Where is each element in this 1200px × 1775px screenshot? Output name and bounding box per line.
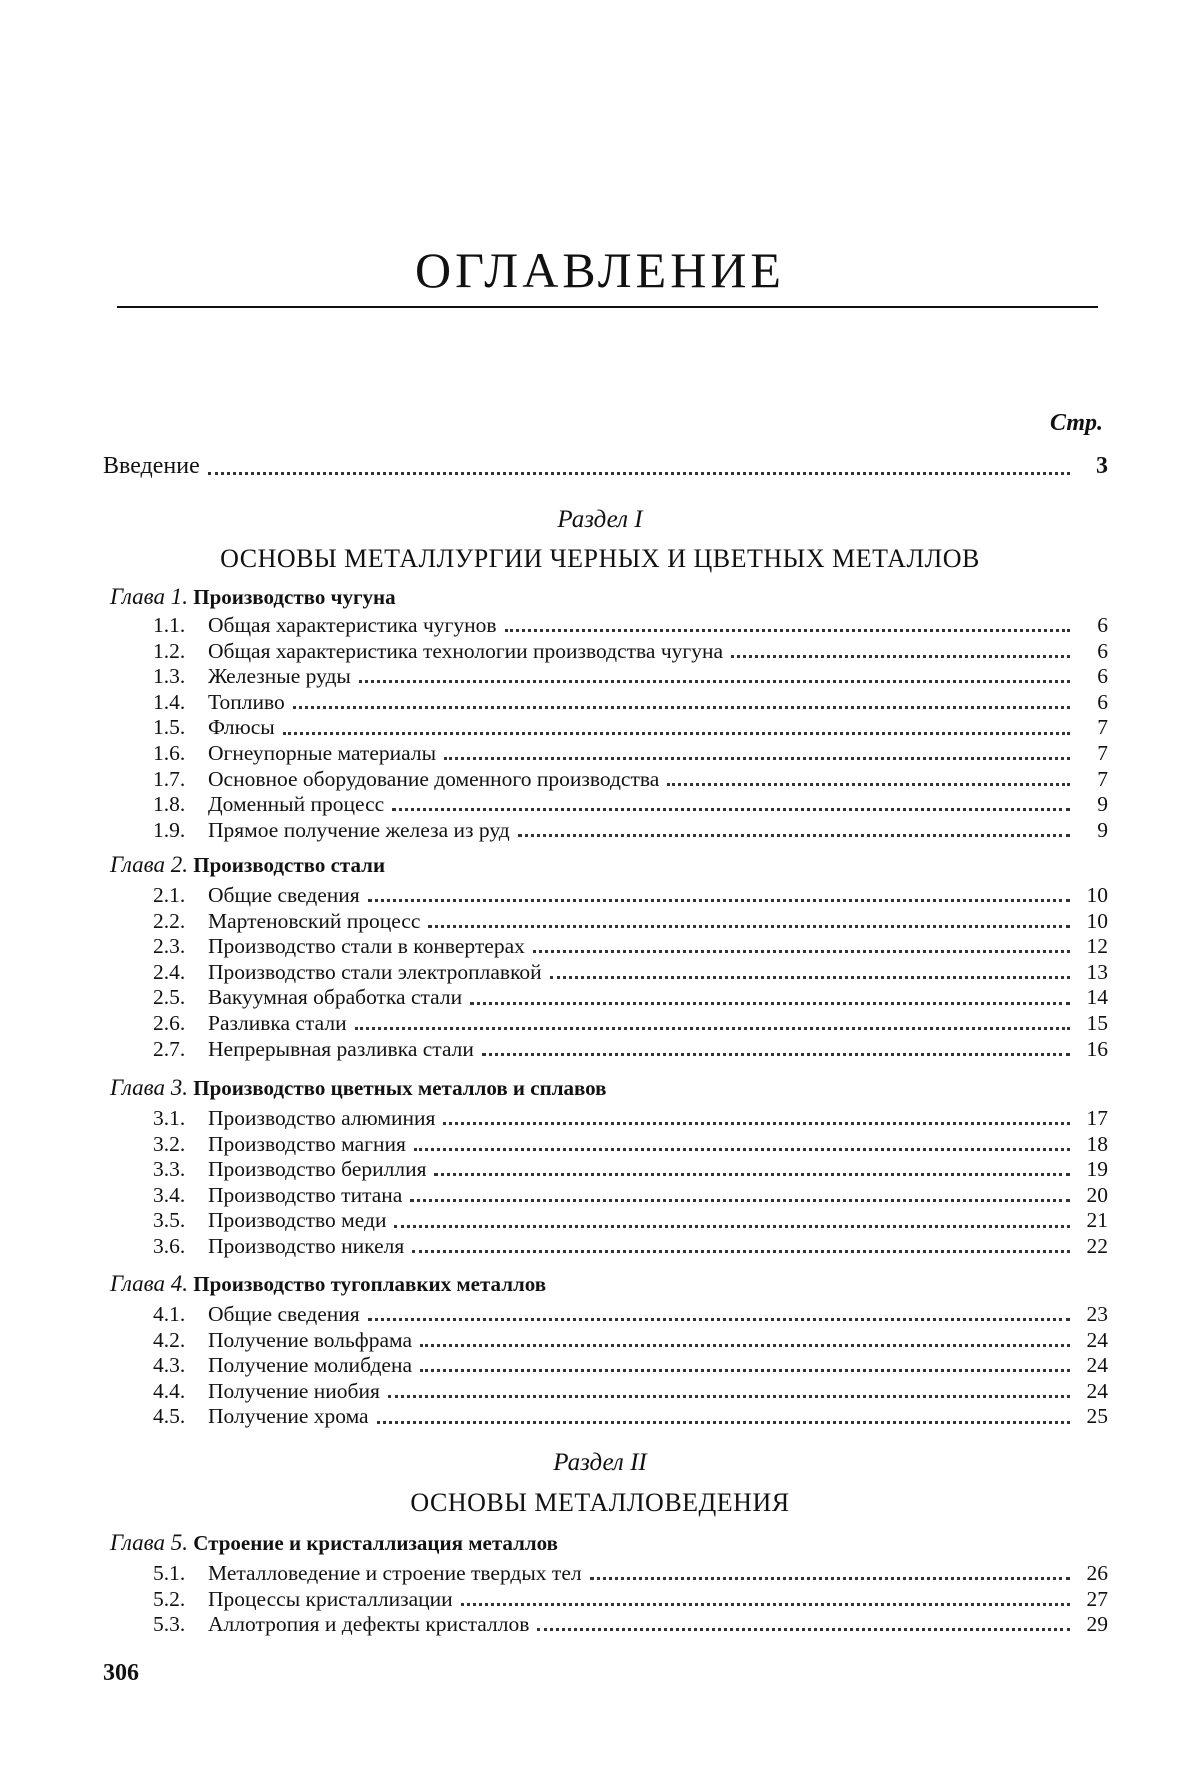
toc-entry-title: Разливка стали (208, 1010, 347, 1035)
chapter-title: Производство чугуна (193, 585, 396, 609)
title-rule (117, 306, 1098, 308)
toc-entry-title: Аллотропия и дефекты кристаллов (208, 1612, 530, 1637)
dot-leader (550, 976, 1070, 979)
toc-entry-number: 4.2. (153, 1327, 186, 1352)
dot-leader (420, 1344, 1070, 1347)
toc-entry-number: 2.4. (153, 959, 186, 984)
chapter-items (153, 1302, 1108, 1430)
toc-entry-number: 3.6. (153, 1233, 186, 1258)
toc-entry-title: Общие сведения (208, 883, 360, 907)
chapter-title: Производство стали (193, 853, 386, 877)
part-title: ОСНОВЫ МЕТАЛЛОВЕДЕНИЯ (410, 1488, 790, 1517)
toc-entry[interactable] (153, 1561, 1108, 1587)
toc-entry-title: Производство магния (208, 1131, 406, 1156)
toc-entry-page: 6 (1097, 664, 1108, 689)
toc-entry-page: 9 (1097, 817, 1108, 842)
toc-entry-page: 20 (1086, 1182, 1108, 1207)
part-label: Раздел II (553, 1449, 647, 1476)
dot-leader (667, 783, 1070, 786)
toc-entry[interactable] (153, 792, 1108, 818)
chapter-items (153, 613, 1108, 843)
dot-leader (428, 925, 1070, 928)
toc-entry-page: 10 (1086, 883, 1108, 907)
toc-entry-title: Получение хрома (208, 1404, 369, 1429)
part-label: Раздел I (557, 506, 643, 533)
chapter-heading (110, 1075, 607, 1101)
toc-entry-page: 9 (1097, 792, 1108, 817)
toc-entry-number: 3.1. (153, 1106, 186, 1130)
toc-entry-page: 3 (1096, 453, 1108, 479)
toc-entry-page: 24 (1086, 1327, 1108, 1352)
toc-entry-page: 18 (1086, 1131, 1108, 1156)
toc-entry-page: 21 (1086, 1208, 1108, 1233)
toc-entry-number: 3.2. (153, 1131, 186, 1156)
dot-leader (412, 1250, 1070, 1253)
toc-entry[interactable] (153, 1379, 1108, 1405)
toc-entry[interactable] (153, 767, 1108, 793)
toc-entry-number: 4.3. (153, 1353, 186, 1378)
dot-leader (444, 757, 1070, 760)
toc-entry[interactable] (153, 1157, 1108, 1183)
chapter-title: Производство цветных металлов и сплавов (193, 1076, 607, 1100)
toc-entry-page: 25 (1086, 1404, 1108, 1429)
toc-entry-number: 3.5. (153, 1208, 186, 1233)
toc-entry-title: Непрерывная разливка стали (208, 1036, 474, 1061)
dot-leader (388, 1395, 1070, 1398)
toc-entry-title: Огнеупорные материалы (208, 740, 437, 765)
toc-entry-page: 10 (1086, 908, 1108, 933)
toc-entry-title: Производство меди (208, 1208, 387, 1233)
toc-entry[interactable] (153, 1587, 1108, 1613)
toc-entry-page: 24 (1086, 1378, 1108, 1403)
toc-entry[interactable] (153, 613, 1108, 639)
toc-entry[interactable] (153, 909, 1108, 935)
toc-entry[interactable] (153, 985, 1108, 1011)
toc-entry-number: 1.2. (153, 638, 186, 663)
toc-entry[interactable] (153, 664, 1108, 690)
toc-entry-title: Металловедение и строение твердых тел (208, 1561, 582, 1585)
toc-entry-number: 2.7. (153, 1036, 186, 1061)
toc-entry-number: 1.9. (153, 817, 186, 842)
chapter-items (153, 883, 1108, 1062)
toc-entry[interactable] (153, 1234, 1108, 1260)
toc-entry-title: Общие сведения (208, 1302, 360, 1326)
toc-entry[interactable] (153, 1328, 1108, 1354)
toc-entry[interactable] (153, 741, 1108, 767)
dot-leader (461, 1603, 1070, 1606)
dot-leader (355, 1027, 1070, 1030)
toc-entry-title: Мартеновский процесс (208, 908, 421, 933)
dot-leader (414, 1148, 1070, 1151)
toc-entry[interactable] (153, 1106, 1108, 1132)
toc-entry-number: 4.5. (153, 1404, 186, 1429)
chapter-title: Производство тугоплавких металлов (193, 1272, 547, 1296)
toc-entry-number: 1.6. (153, 740, 186, 765)
toc-entry-number: 2.6. (153, 1010, 186, 1035)
chapter-heading (110, 1530, 558, 1556)
toc-entry-number: 3.4. (153, 1182, 186, 1207)
dot-leader (410, 1199, 1070, 1202)
dot-leader (293, 706, 1070, 709)
toc-entry-title: Производство бериллия (208, 1157, 427, 1182)
dot-leader (470, 1002, 1070, 1005)
toc-entry[interactable] (153, 960, 1108, 986)
toc-entry-page: 26 (1086, 1561, 1108, 1585)
toc-entry-title: Общая характеристика технологии производства чугуна (208, 638, 724, 663)
toc-entry-page: 7 (1097, 740, 1108, 765)
toc-entry-title: Введение (103, 453, 200, 479)
toc-entry-title: Получение ниобия (208, 1378, 380, 1403)
toc-entry-number: 1.5. (153, 715, 186, 740)
toc-entry-title: Производство алюминия (208, 1106, 436, 1130)
page-column-header: Стр. (1049, 410, 1103, 436)
toc-entry-page: 7 (1097, 715, 1108, 740)
toc-entry-title: Железные руды (208, 664, 351, 689)
toc-entry-number: 5.3. (153, 1612, 186, 1637)
chapter-label: Глава 1. (110, 584, 188, 609)
dot-leader (443, 1122, 1070, 1125)
chapter-label: Глава 4. (110, 1271, 188, 1296)
toc-entry-title: Получение молибдена (208, 1353, 412, 1378)
toc-entry-title: Основное оборудование доменного производства (208, 766, 660, 791)
chapter-title: Строение и кристаллизация металлов (193, 1531, 558, 1555)
toc-entry-title: Производство никеля (208, 1233, 405, 1258)
toc-entry-number: 3.3. (153, 1157, 186, 1182)
dot-leader (537, 1628, 1070, 1631)
dot-leader (731, 655, 1070, 658)
dot-leader (590, 1577, 1070, 1580)
toc-entry-title: Доменный процесс (208, 792, 385, 817)
dot-leader (420, 1369, 1070, 1372)
toc-entry-title: Производство стали электроплавкой (208, 959, 542, 984)
toc-entry-number: 1.1. (153, 613, 186, 637)
toc-entry-page: 6 (1097, 689, 1108, 714)
toc-entry[interactable] (153, 818, 1108, 844)
dot-leader (392, 808, 1070, 811)
toc-entry-title: Производство стали в конвертерах (208, 934, 525, 959)
dot-leader (368, 1318, 1070, 1321)
toc-entry-title: Общая характеристика чугунов (208, 613, 497, 637)
toc-entry-title: Получение вольфрама (208, 1327, 412, 1352)
chapter-label: Глава 5. (110, 1530, 188, 1555)
toc-entry-page: 19 (1086, 1157, 1108, 1182)
toc-entry-title: Топливо (208, 689, 285, 714)
chapter-label: Глава 3. (110, 1075, 188, 1100)
page-title: ОГЛАВЛЕНИЕ (415, 242, 785, 298)
toc-entry-page: 15 (1086, 1010, 1108, 1035)
chapter-heading (110, 584, 396, 610)
toc-entry[interactable] (153, 690, 1108, 716)
dot-leader (368, 899, 1070, 902)
dot-leader (505, 629, 1070, 632)
toc-entry-page: 24 (1086, 1353, 1108, 1378)
toc-entry-number: 1.3. (153, 664, 186, 689)
toc-entry-number: 2.2. (153, 908, 186, 933)
dot-leader (394, 1225, 1070, 1228)
toc-entry-page: 29 (1086, 1612, 1108, 1637)
toc-entry-page: 27 (1086, 1586, 1108, 1611)
toc-entry-page: 16 (1086, 1036, 1108, 1061)
page-number: 306 (103, 1660, 139, 1686)
toc-entry[interactable] (153, 1612, 1108, 1638)
toc-entry-number: 2.3. (153, 934, 186, 959)
toc-entry-title: Производство титана (208, 1182, 403, 1207)
toc-entry[interactable] (153, 1183, 1108, 1209)
dot-leader (482, 1053, 1070, 1056)
toc-entry[interactable] (153, 715, 1108, 741)
toc-entry-page: 14 (1086, 985, 1108, 1010)
toc-entry-page: 6 (1097, 613, 1108, 637)
dot-leader (359, 680, 1070, 683)
chapter-heading (110, 1271, 546, 1297)
toc-entry-page: 12 (1086, 934, 1108, 959)
part-title: ОСНОВЫ МЕТАЛЛУРГИИ ЧЕРНЫХ И ЦВЕТНЫХ МЕТАЛЛОВ (220, 544, 980, 573)
toc-entry-title: Вакуумная обработка стали (208, 985, 463, 1010)
toc-entry-page: 13 (1086, 959, 1108, 984)
dot-leader (208, 472, 1070, 475)
toc-entry[interactable] (153, 639, 1108, 665)
dot-leader (377, 1421, 1070, 1424)
dot-leader (533, 950, 1070, 953)
toc-entry-number: 2.1. (153, 883, 186, 907)
chapter-label: Глава 2. (110, 852, 188, 877)
toc-entry-number: 1.7. (153, 766, 186, 791)
toc-entry[interactable] (153, 1353, 1108, 1379)
dot-leader (283, 732, 1070, 735)
toc-entry-page: 22 (1086, 1233, 1108, 1258)
toc-entry-number: 1.8. (153, 792, 186, 817)
toc-entry-intro[interactable] (103, 453, 1108, 483)
toc-entry-page: 17 (1086, 1106, 1108, 1130)
dot-leader (518, 834, 1070, 837)
toc-entry[interactable] (153, 1132, 1108, 1158)
toc-entry[interactable] (153, 1037, 1108, 1063)
chapter-items (153, 1106, 1108, 1260)
toc-entry[interactable] (153, 1302, 1108, 1328)
toc-entry[interactable] (153, 934, 1108, 960)
toc-entry[interactable] (153, 883, 1108, 909)
toc-entry-page: 23 (1086, 1302, 1108, 1326)
toc-entry[interactable] (153, 1208, 1108, 1234)
dot-leader (434, 1173, 1070, 1176)
chapter-items (153, 1561, 1108, 1638)
toc-entry-page: 6 (1097, 638, 1108, 663)
toc-entry-number: 2.5. (153, 985, 186, 1010)
toc-entry-number: 4.4. (153, 1378, 186, 1403)
toc-entry-number: 4.1. (153, 1302, 186, 1326)
chapter-heading (110, 852, 385, 878)
toc-entry-title: Прямое получение железа из руд (208, 817, 510, 842)
toc-entry-number: 5.1. (153, 1561, 186, 1585)
toc-entry-title: Флюсы (208, 715, 275, 740)
toc-entry[interactable] (153, 1011, 1108, 1037)
toc-entry[interactable] (153, 1404, 1108, 1430)
toc-entry-title: Процессы кристаллизации (208, 1586, 453, 1611)
toc-entry-page: 7 (1097, 766, 1108, 791)
toc-entry-number: 5.2. (153, 1586, 186, 1611)
toc-entry-number: 1.4. (153, 689, 186, 714)
